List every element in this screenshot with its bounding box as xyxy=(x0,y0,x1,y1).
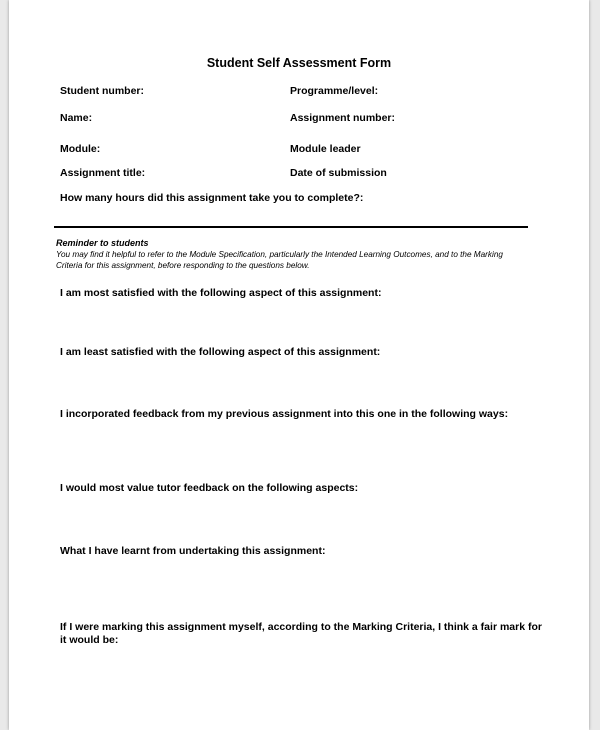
programme-level-label: Programme/level: xyxy=(290,85,379,97)
reminder-title: Reminder to students xyxy=(56,238,149,248)
hours-question: How many hours did this assignment take you to complete?: xyxy=(60,192,364,204)
assignment-number-label: Assignment number: xyxy=(290,112,396,124)
section-divider xyxy=(54,226,528,228)
reminder-text: You may find it helpful to refer to the Module Specification, particularly the Intended Learning Outcomes, and to the Marking Criteria for this assignment, before responding to the questions below. xyxy=(56,250,503,270)
assignment-title-label: Assignment title: xyxy=(60,167,146,179)
question-feedback-incorporated: I incorporated feedback from my previous assignment into this one in the following ways: xyxy=(60,408,509,420)
name-label: Name: xyxy=(60,112,93,124)
document-page xyxy=(9,0,589,730)
question-least-satisfied: I am least satisfied with the following aspect of this assignment: xyxy=(60,346,381,358)
question-learnt: What I have learnt from undertaking this assignment: xyxy=(60,545,326,557)
form-title: Student Self Assessment Form xyxy=(206,56,392,70)
date-of-submission-label: Date of submission xyxy=(290,167,387,179)
module-leader-label: Module leader xyxy=(290,143,361,155)
module-label: Module: xyxy=(60,143,101,155)
question-fair-mark: If I were marking this assignment myself, according to the Marking Criteria, I think a fair mark for it would be: xyxy=(60,621,542,646)
student-number-label: Student number: xyxy=(60,85,144,97)
question-most-satisfied: I am most satisfied with the following aspect of this assignment: xyxy=(60,287,382,299)
question-value-feedback: I would most value tutor feedback on the following aspects: xyxy=(60,482,359,494)
